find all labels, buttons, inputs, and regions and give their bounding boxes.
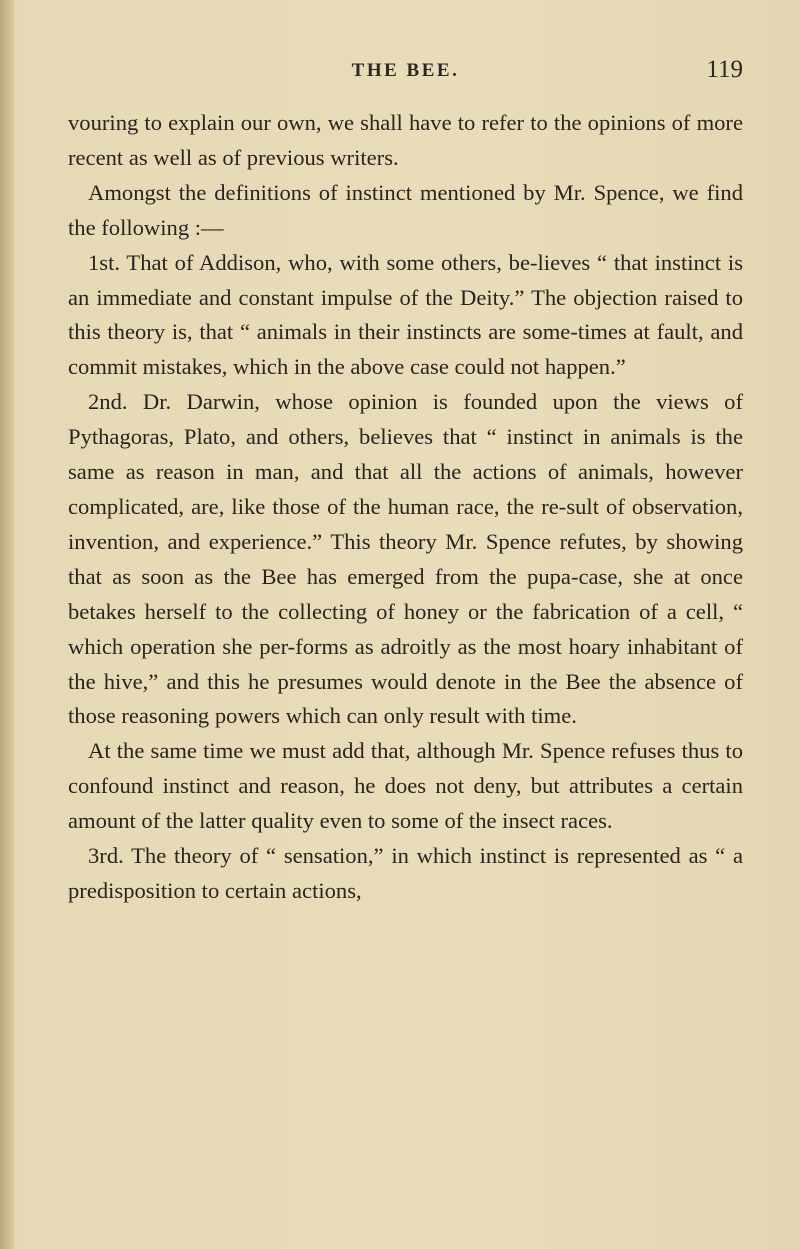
paragraph-definitions-intro: Amongst the definitions of instinct mentioned by Mr. Spence, we find the following :— xyxy=(68,179,743,240)
paragraph-darwin: 2nd. Dr. Darwin, whose opinion is founded upon the views of Pythagoras, Plato, and others, believes that “ instinct in animals is the same as reason in man, and that all the actions of animals, however complicated, are, like those of the human race, the re-sult of observation, invention, and experience.” This theory Mr. Spence refutes, by showing that as soon as the Bee has emerged from the pupa-case, she at once betakes herself to the collecting of honey or the fabrication of a cell, “ which operation she per-forms as adroitly as the most hoary inhabitant of the hive,” and this he presumes would denote in the Bee the absence of those reasoning powers which can only result with time. xyxy=(68,389,743,729)
binding-shadow xyxy=(0,0,14,1249)
paragraph-sensation: 3rd. The theory of “ sensation,” in which instinct is represented as “ a predisposition to certain actions, xyxy=(68,843,743,903)
paragraph-continuation: vouring to explain our own, we shall have to refer to the opinions of more recent as well as of previous writers. xyxy=(68,110,743,170)
page-header xyxy=(68,56,743,90)
page-number: 119 xyxy=(706,56,743,83)
paragraph-addison: 1st. That of Addison, who, with some others, be-lieves “ that instinct is an immediate and constant impulse of the Deity.” The objection raised to this theory is, that “ animals in their instincts are some-times at fault, and commit mistakes, which in the above case could not happen.” xyxy=(68,249,743,380)
body-text xyxy=(68,106,743,909)
running-head: THE BEE. xyxy=(351,60,460,81)
paragraph-spence-note: At the same time we must add that, although Mr. Spence refuses thus to confound instinct and reason, he does not deny, but attributes a certain amount of the latter quality even to some of the insect races. xyxy=(68,738,743,834)
